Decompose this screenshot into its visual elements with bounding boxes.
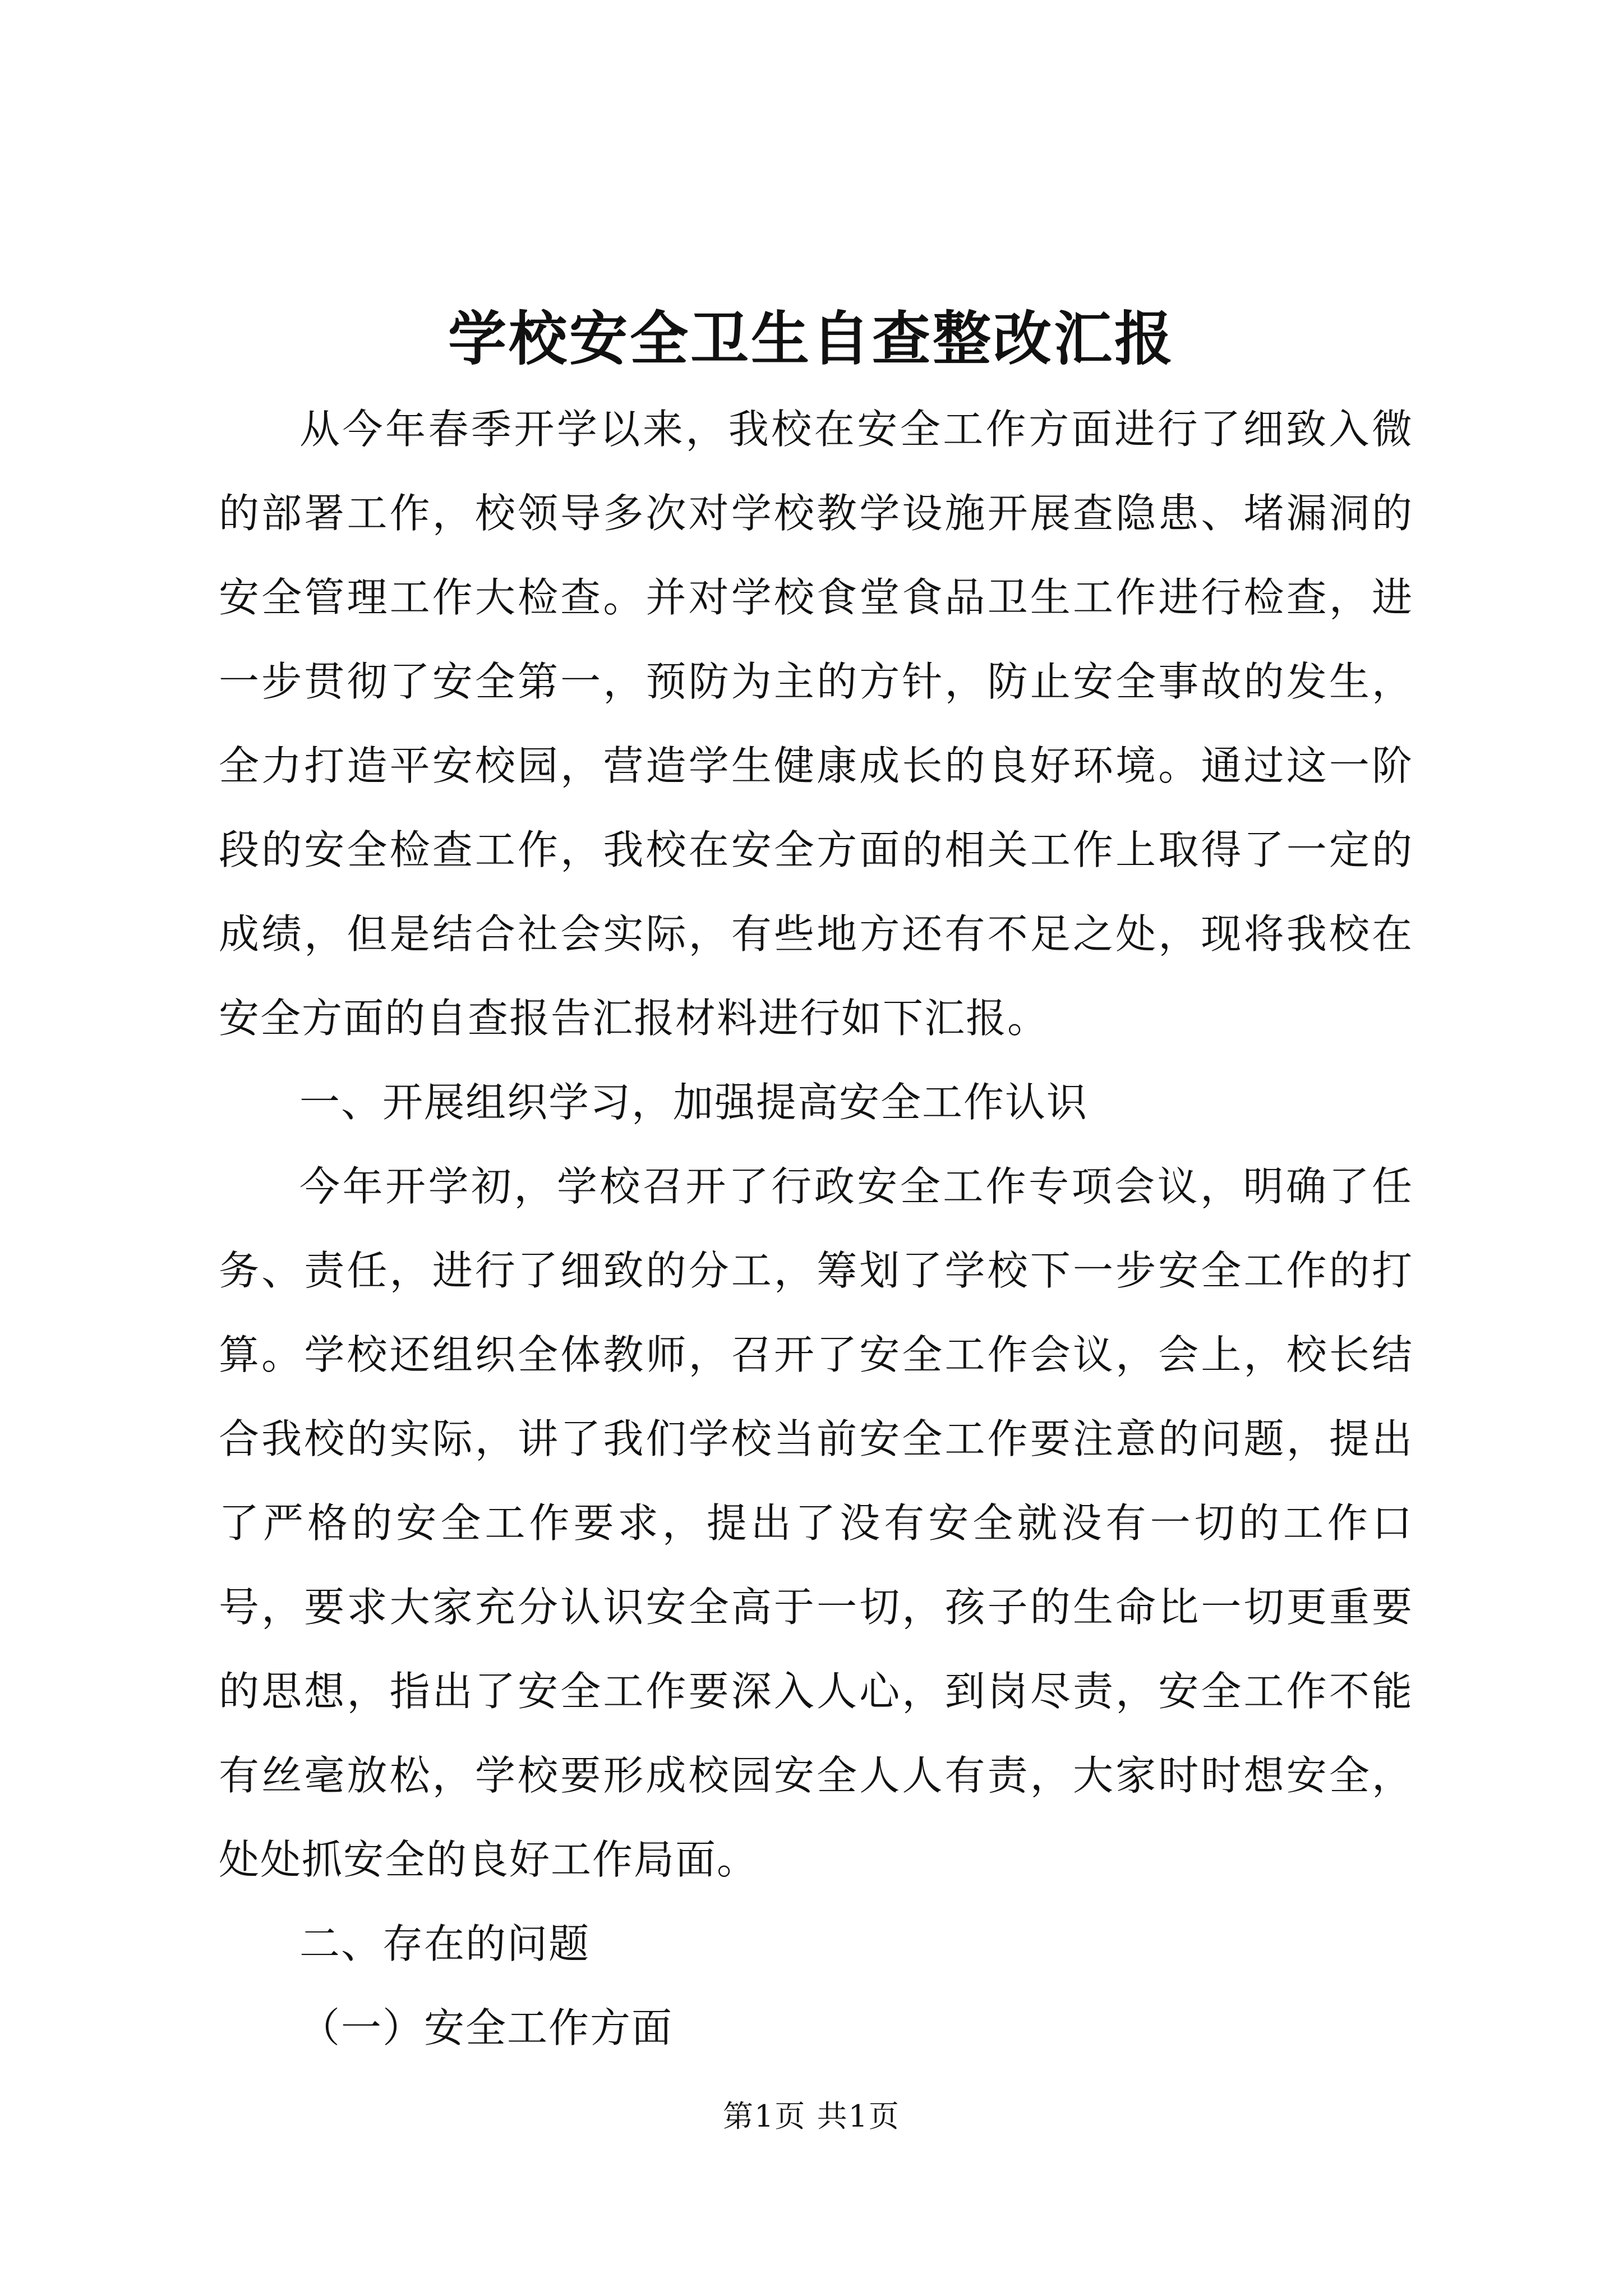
- subsection-heading-1: （一）安全工作方面: [299, 2004, 674, 2051]
- document-title: 学校安全卫生自查整改汇报: [448, 304, 1175, 373]
- document-body: [219, 387, 1413, 2070]
- intro-paragraph: 从今年春季开学以来，我校在安全工作方面进行了细致入微的部署工作，校领导多次对学校教学设施开展查隐患、堵漏洞的安全管理工作大检查。并对学校食堂食品卫生工作进行检查，进一步贯彻了安全第一，预防为主的方针，防止安全事故的发生，全力打造平安校园，营造学生健康成长的良好环境。通过这一阶段的安全检查工作，我校在安全方面的相关工作上取得了一定的成绩，但是结合社会实际，有些地方还有不足之处，现将我校在安全方面的自查报告汇报材料进行如下汇报。: [219, 406, 1413, 1042]
- section-heading-1: 一、开展组织学习，加强提高安全工作认识: [299, 1079, 1089, 1126]
- section-heading-2: 二、存在的问题: [299, 1920, 591, 1967]
- page-footer: 第1页 共1页: [723, 2099, 900, 2134]
- section-1-paragraph: 今年开学初，学校召开了行政安全工作专项会议，明确了任务、责任，进行了细致的分工，筹划了学校下一步安全工作的打算。学校还组织全体教师，召开了安全工作会议，会上，校长结合我校的实际，讲了我们学校当前安全工作要注意的问题，提出了严格的安全工作要求，提出了没有安全就没有一切的工作口号，要求大家充分认识安全高于一切，孩子的生命比一切更重要的思想，指出了安全工作要深入人心，到岗尽责，安全工作不能有丝毫放松，学校要形成校园安全人人有责，大家时时想安全，处处抓安全的良好工作局面。: [219, 1163, 1413, 1883]
